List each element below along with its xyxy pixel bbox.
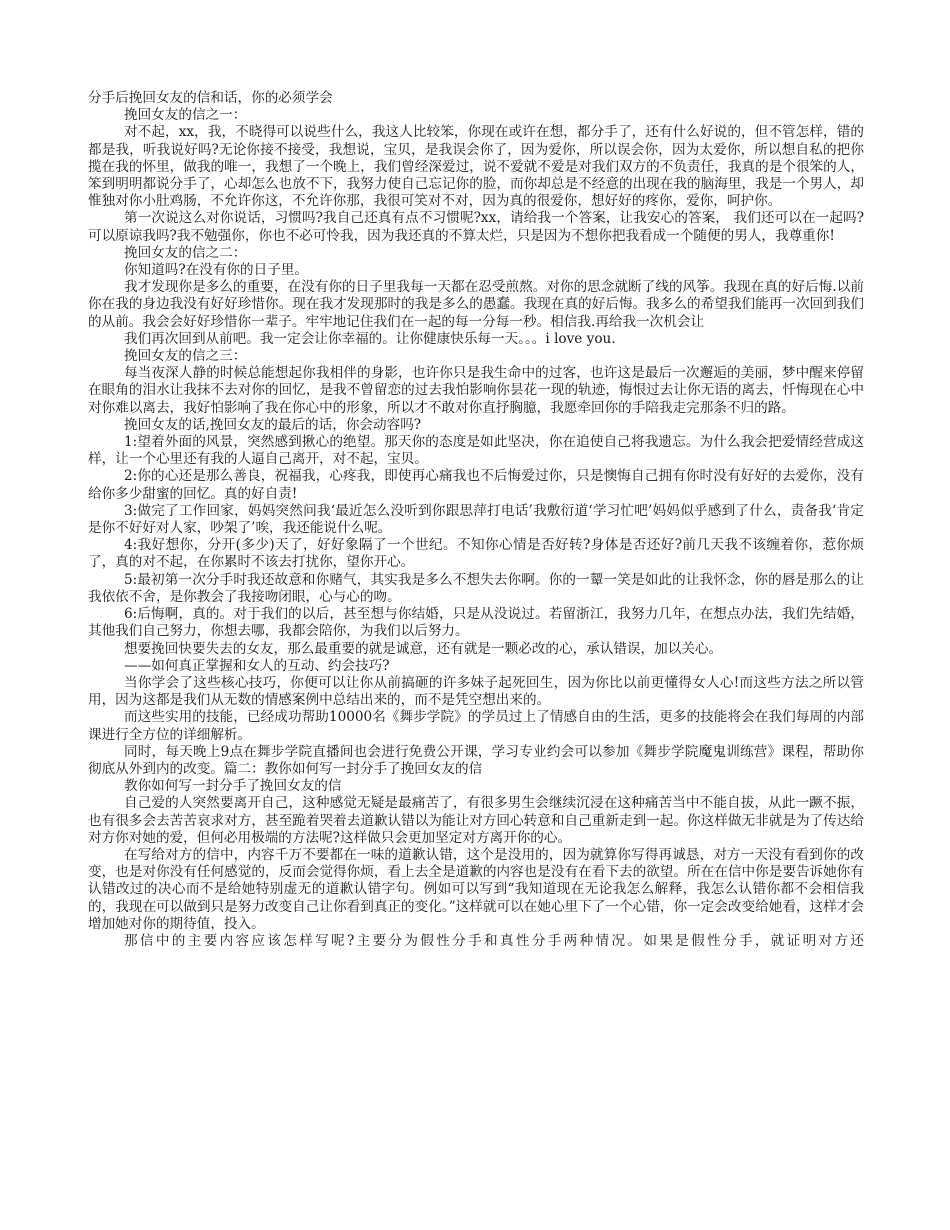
section-heading: 挽回女友的信之三： xyxy=(124,348,247,365)
paragraph: 每当夜深人静的时候总能想起你我相伴的身影，也许你只是我生命中的过客，也许这是最后一次邂逅的美丽，梦中醒来停留在眼角的泪水让我抹不去对你的回忆，是我不曾留恋的过去我怕影响你昙花一现的轨迹，悔恨过去让你无语的离去，忏悔现在心中对你难以离去，我好怕影响了我在你心中的形象，所以才不敢对你直抒胸臆，我愿牵回你的手陪我走完那条不归的路。 xyxy=(88,365,864,416)
section-heading: 我们再次回到从前吧。我一定会让你幸福的。让你健康快乐每一天。。。i love you. xyxy=(124,330,616,347)
section-heading: 想要挽回快要失去的女友，那么最重要的就是诚意，还有就是一颗必改的心，承认错误，加以关心。 xyxy=(124,640,723,657)
paragraph: 对不起，xx，我，不晓得可以说些什么，我这人比较笨，你现在或许在想，都分手了，还有什么好说的，但不管怎样，错的都是我，听我说好吗?无论你接不接受，我想说，宝贝，是我误会你了，因为爱你，所以误会你，因为太爱你，所以想自私的把你揽在我的怀里，做我的唯一，我想了一个晚上，我们曾经深爱过，说不爱就不爱是对我们双方的不负责任，我真的是个很笨的人，笨到明明都说分手了，心却怎么也放不下，我努力使自己忘记你的脸，而你却总是不经意的出现在我的脑海里，我是一个男人，却惟独对你小肚鸡肠，不允许你这，不允许你那，我很可笑对不对，因为真的很爱你，想好好的疼你，爱你，呵护你。 xyxy=(88,124,864,210)
paragraph: 当你学会了这些核心技巧，你便可以让你从前搞砸的许多妹子起死回生，因为你比以前更懂得女人心!而这些方法之所以管用，因为这都是我们从无数的情感案例中总结出来的，而不是凭空想出来的。 xyxy=(88,674,864,709)
paragraph: 2:你的心还是那么善良，祝福我，心疼我，即使再心痛我也不后悔爱过你，只是懊悔自己拥有你时没有好好的去爱你，没有给你多少甜蜜的回忆。真的好自责! xyxy=(88,468,864,502)
paragraph: 4:我好想你，分开(多少)天了，好好象隔了一个世纪。不知你心情是否好转?身体是否还好?前几天我不该缠着你，惹你烦了，真的对不起，在你累时不该去打扰你，望你开心。 xyxy=(88,537,864,571)
section-heading: 挽回女友的话,挽回女友的最后的话，你会动容吗? xyxy=(124,416,422,433)
section-heading: 教你如何写一封分手了挽回女友的信 xyxy=(124,778,342,795)
section-heading: 挽回女友的信之一： xyxy=(124,107,247,124)
paragraph: 我才发现你是多么的重要，在没有你的日子里我每一天都在忍受煎熬。对你的思念就断了线的风筝。我现在真的好后悔.以前你在我的身边我没有好好珍惜你。现在我才发现那时的我是多么的愚蠢。我现在真的好后悔。我多么的希望我们能再一次回到我们的从前。我会会好好珍惜你一辈子。牢牢地记住我们在一起的每一分每一秒。相信我.再给我一次机会让 xyxy=(88,279,864,330)
paragraph: 6:后悔啊，真的。对于我们的以后，甚至想与你结婚，只是从没说过。若留浙江，我努力几年，在想点办法，我们先结婚，其他我们自己努力，你想去哪，我都会陪你，为我们以后努力。 xyxy=(88,606,864,640)
paragraph: 1:望着外面的风景，突然感到揪心的绝望。那天你的态度是如此坚决，你在追使自己将我遗忘。为什么我会把爱情经营成这样，让一个心里还有我的人逼自己离开，对不起，宝贝。 xyxy=(88,434,864,468)
document-body xyxy=(88,107,864,950)
section-heading: 你知道吗?在没有你的日子里。 xyxy=(124,262,309,279)
paragraph: 同时，每天晚上9点在舞步学院直播间也会进行免费公开课，学习专业约会可以参加《舞步学院魔鬼训练营》课程，帮助你彻底从外到内的改变。篇二：教你如何写一封分手了挽回女友的信 xyxy=(88,743,864,777)
paragraph: 自己爱的人突然要离开自己，这种感觉无疑是最痛苦了，有很多男生会继续沉浸在这种痛苦当中不能自拔，从此一蹶不振，也有很多会去苦苦哀求对方，甚至跪着哭着去道歉认错以为能让对方回心转意和自己重新走到一起。你这样做无非就是为了传达给对方你对她的爱，但何必用极端的方法呢?这样做只会更加坚定对方离开你的心。 xyxy=(88,795,864,846)
paragraph: 在写给对方的信中，内容千万不要都在一味的道歉认错，这个是没用的，因为就算你写得再诚恳，对方一天没有看到你的改变，也是对你没有任何感觉的，反而会觉得你烦，看上去全是道歉的内容也是没有在看下去的欲望。所在在信中你是要告诉她你有认错改过的决心而不是给她特别虚无的道歉认错字句。例如可以写到“我知道现在无论我怎么解释，我怎么认错你都不会相信我的，我现在可以做到只是努力改变自己让你看到真正的变化。”这样就可以在她心里下了一个心错，你一定会改变给她看，这样才会增加她对你的期待值，投入。 xyxy=(88,846,864,932)
paragraph: 3:做完了工作回家，妈妈突然问我‘最近怎么没听到你跟思萍打电话’我敷衍道‘学习忙吧’妈妈似乎感到了什么，责备我‘肯定是你不好好对人家，吵架了’唉，我还能说什么呢。 xyxy=(88,502,864,537)
paragraph: 5:最初第一次分手时我还故意和你赌气，其实我是多么不想失去你啊。你的一颦一笑是如此的让我怀念，你的唇是那么的让我依依不舍，是你教会了我接吻闭眼，心与心的吻。 xyxy=(88,571,864,605)
section-heading: ——如何真正掌握和女人的互动、约会技巧? xyxy=(124,657,390,674)
section-heading: 挽回女友的信之二： xyxy=(124,244,247,261)
paragraph: 第一次说这么对你说话，习惯吗?我自己还真有点不习惯呢?xx，请给我一个答案，让我安心的答案， 我们还可以在一起吗?可以原谅我吗?我不勉强你，你也不必可怜我，因为我还真的不算太烂，只是因为不想你把我看成一个随便的男人，我尊重你! xyxy=(88,210,864,244)
paragraph: 而这些实用的技能，已经成功帮助10000名《舞步学院》的学员过上了情感自由的生活，更多的技能将会在我们每周的内部课进行全方位的详细解析。 xyxy=(88,709,864,743)
paragraph: 那信中的主要内容应该怎样写呢?主要分为假性分手和真性分手两种情况。如果是假性分手，就证明对方还 xyxy=(124,932,864,949)
document-page xyxy=(88,90,864,950)
document-title: 分手后挽回女友的信和话，你的必须学会 xyxy=(88,90,333,106)
